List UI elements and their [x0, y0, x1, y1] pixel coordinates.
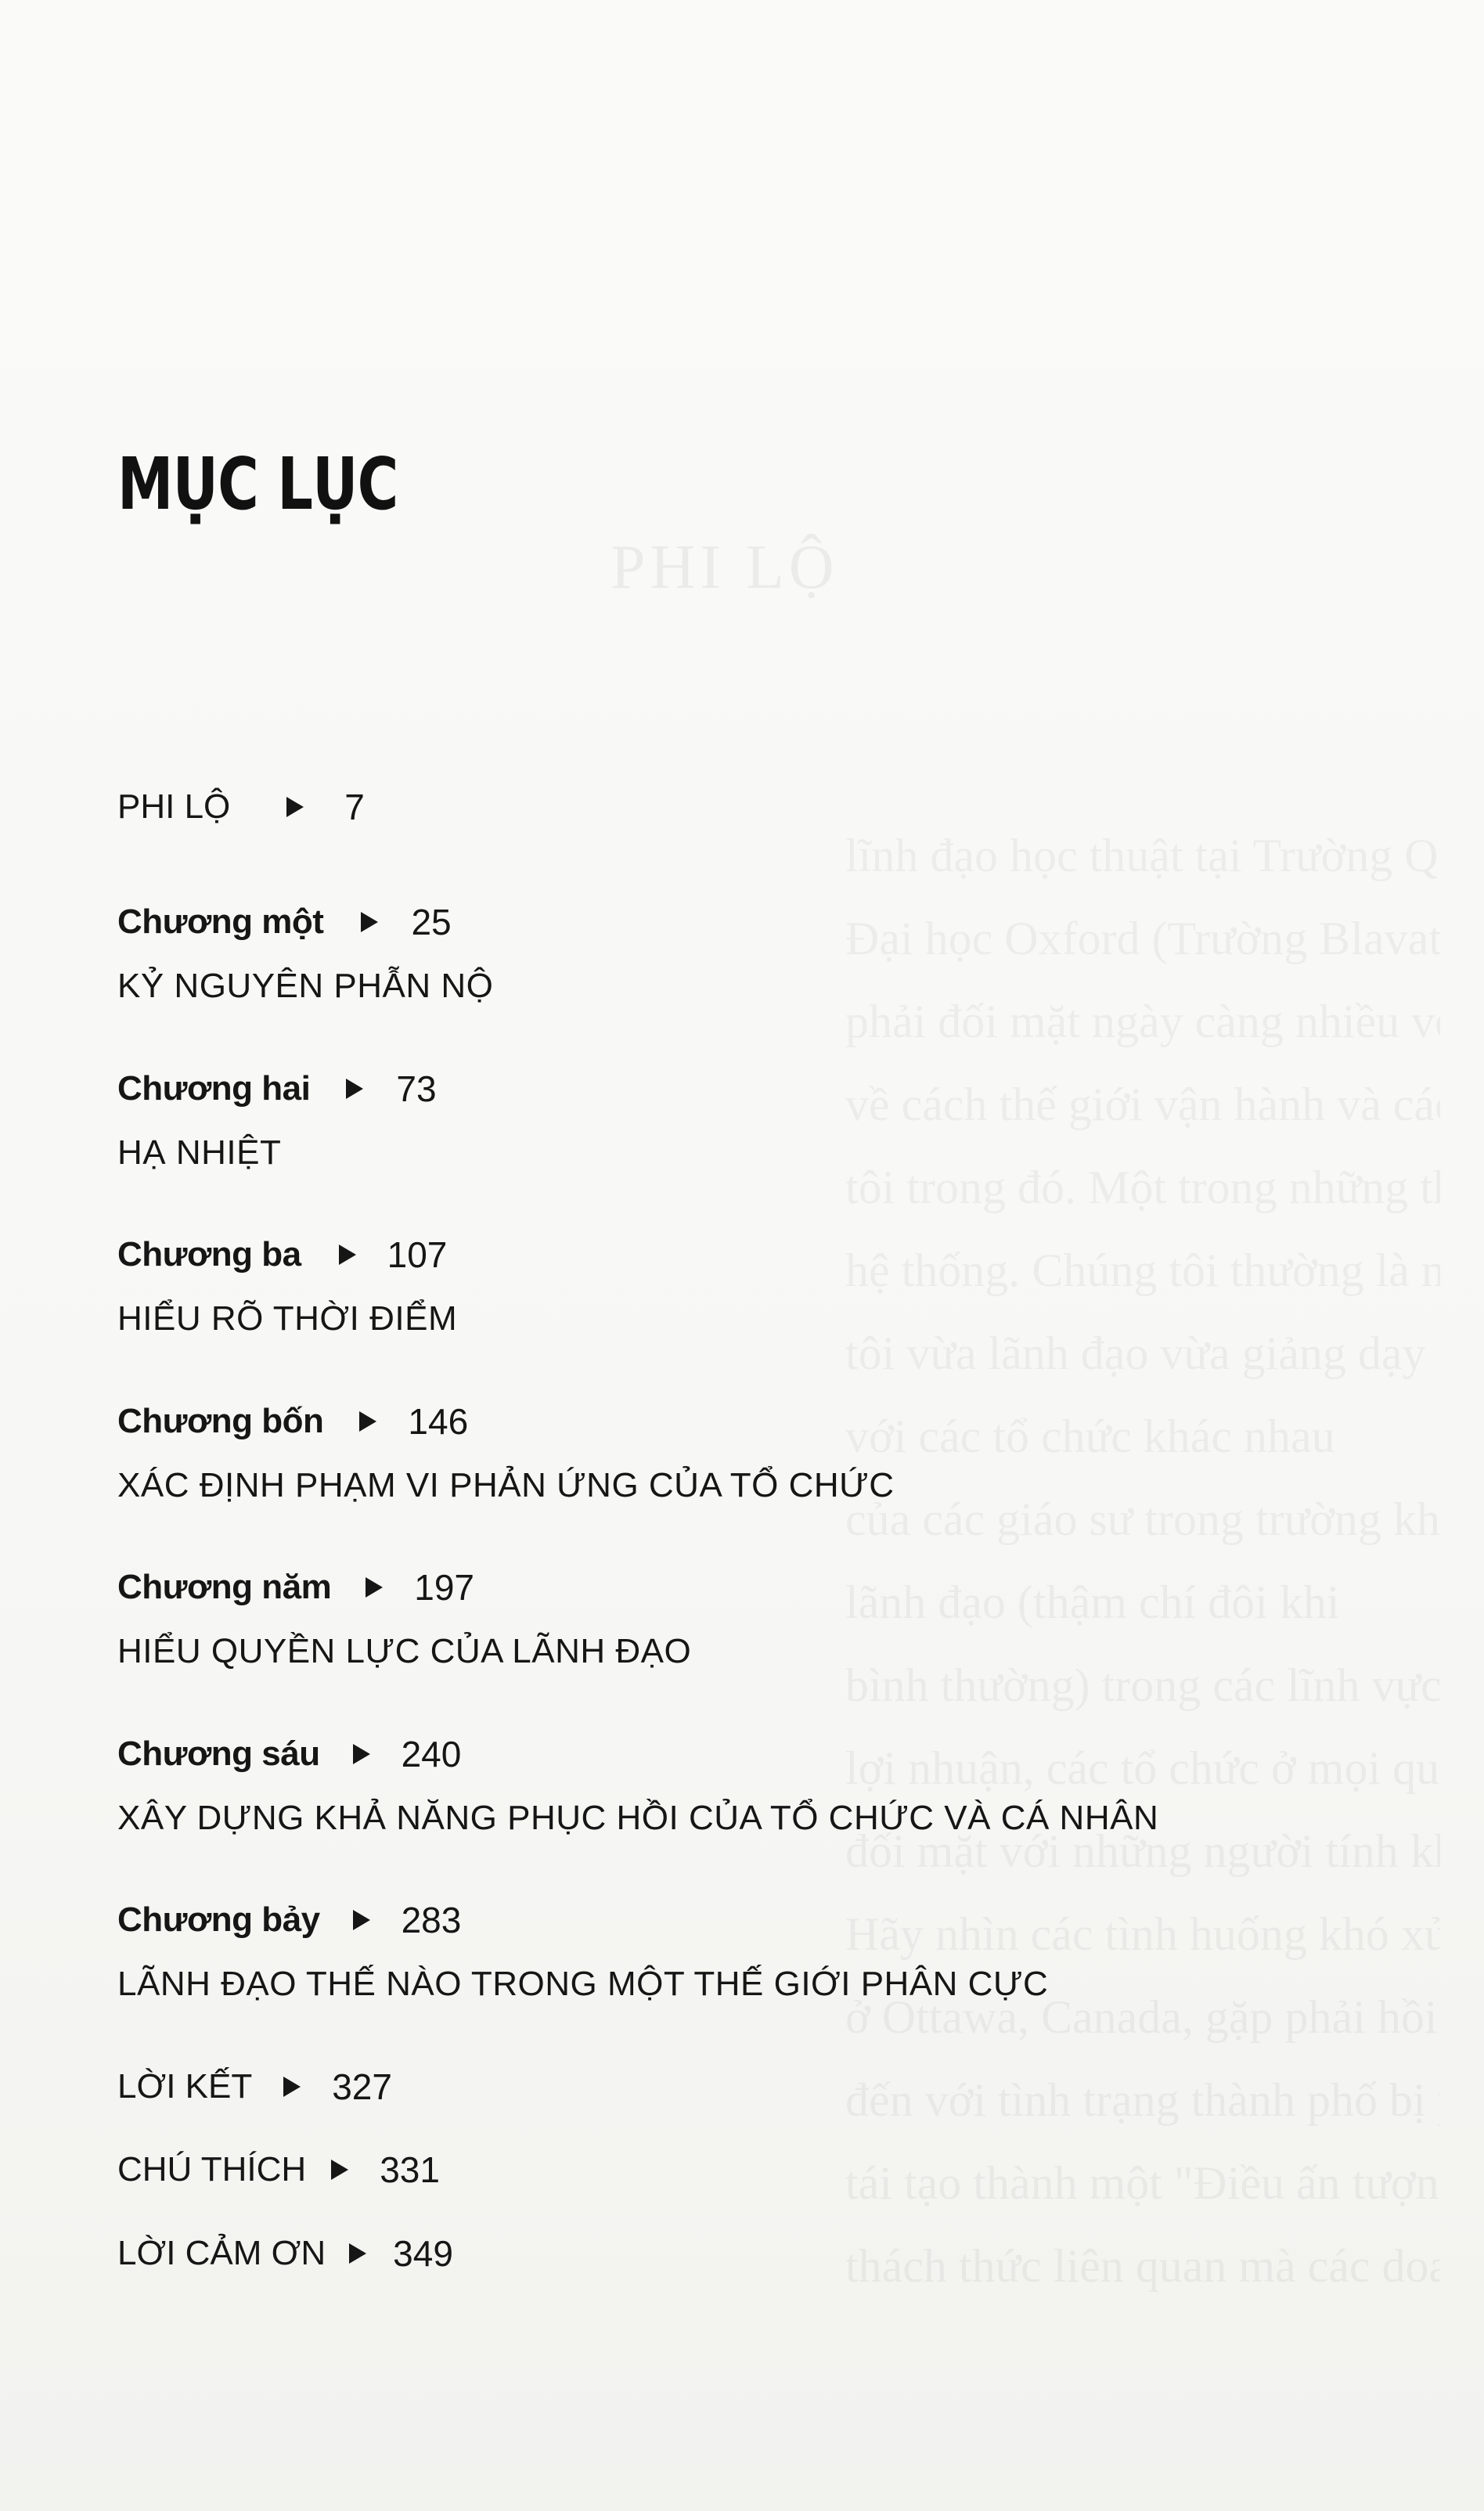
- triangle-arrow-icon: [339, 1245, 356, 1265]
- chapter-title: XÁC ĐỊNH PHẠM VI PHẢN ỨNG CỦA TỔ CHỨC: [117, 1466, 895, 1504]
- chapter-label: Chương năm: [117, 1568, 332, 1606]
- toc-entry[interactable]: [117, 900, 452, 944]
- chapter-label: Chương hai: [117, 1069, 311, 1108]
- page-number: 7: [344, 787, 365, 827]
- bleed-through-text: [845, 814, 1440, 2307]
- triangle-arrow-icon: [359, 1411, 376, 1432]
- chapter-label: Chương bốn: [117, 1402, 324, 1440]
- page-number: 73: [396, 1068, 437, 1109]
- chapter-label: Chương sáu: [117, 1735, 320, 1773]
- triangle-arrow-icon: [353, 1744, 370, 1764]
- page-number: 240: [401, 1734, 462, 1774]
- chapter-title: HIỂU RÕ THỜI ĐIỂM: [117, 1299, 458, 1338]
- page-number: 146: [408, 1401, 469, 1442]
- toc-entry[interactable]: [117, 1233, 447, 1277]
- section-label: PHI LỘ: [117, 787, 231, 826]
- triangle-arrow-icon: [286, 797, 304, 817]
- toc-entry[interactable]: [117, 1565, 474, 1609]
- triangle-arrow-icon: [366, 1577, 383, 1598]
- page-number: 331: [380, 2149, 440, 2190]
- toc-entry[interactable]: [117, 1898, 461, 1942]
- page-number: 197: [414, 1567, 474, 1608]
- page-number: 327: [332, 2066, 392, 2107]
- toc-entry[interactable]: [117, 1732, 461, 1776]
- toc-entry[interactable]: [117, 2232, 453, 2275]
- toc-entry[interactable]: [117, 1400, 468, 1443]
- page-number: 107: [387, 1234, 448, 1275]
- chapter-title: HẠ NHIỆT: [117, 1133, 282, 1172]
- chapter-title: KỶ NGUYÊN PHẪN NỘ: [117, 967, 494, 1005]
- triangle-arrow-icon: [331, 2160, 348, 2180]
- chapter-label: Chương một: [117, 902, 324, 941]
- toc-entry[interactable]: [117, 1067, 437, 1111]
- chapter-label: Chương bảy: [117, 1900, 320, 1939]
- page-title: MỤC LỤC: [117, 442, 398, 526]
- toc-entry[interactable]: [117, 785, 365, 829]
- page-number: 25: [411, 902, 452, 942]
- triangle-arrow-icon: [349, 2243, 366, 2264]
- triangle-arrow-icon: [283, 2077, 301, 2097]
- chapter-title: LÃNH ĐẠO THẾ NÀO TRONG MỘT THẾ GIỚI PHÂN CỰC: [117, 1965, 1049, 2003]
- triangle-arrow-icon: [346, 1079, 363, 1099]
- chapter-title: XÂY DỰNG KHẢ NĂNG PHỤC HỒI CỦA TỔ CHỨC VÀ CÁ NHÂN: [117, 1799, 1159, 1837]
- chapter-title: HIỂU QUYỀN LỰC CỦA LÃNH ĐẠO: [117, 1632, 692, 1670]
- section-label: LỜI CẢM ƠN: [117, 2234, 326, 2272]
- section-label: LỜI KẾT: [117, 2067, 253, 2106]
- triangle-arrow-icon: [353, 1910, 370, 1930]
- toc-entry[interactable]: [117, 2148, 440, 2192]
- page-number: 283: [401, 1900, 462, 1940]
- triangle-arrow-icon: [361, 912, 378, 932]
- bleed-through-heading: PHI LỘ: [611, 533, 839, 602]
- page-number: 349: [393, 2233, 453, 2274]
- toc-entry[interactable]: [117, 2065, 392, 2109]
- chapter-label: Chương ba: [117, 1235, 301, 1274]
- section-label: CHÚ THÍCH: [117, 2150, 307, 2189]
